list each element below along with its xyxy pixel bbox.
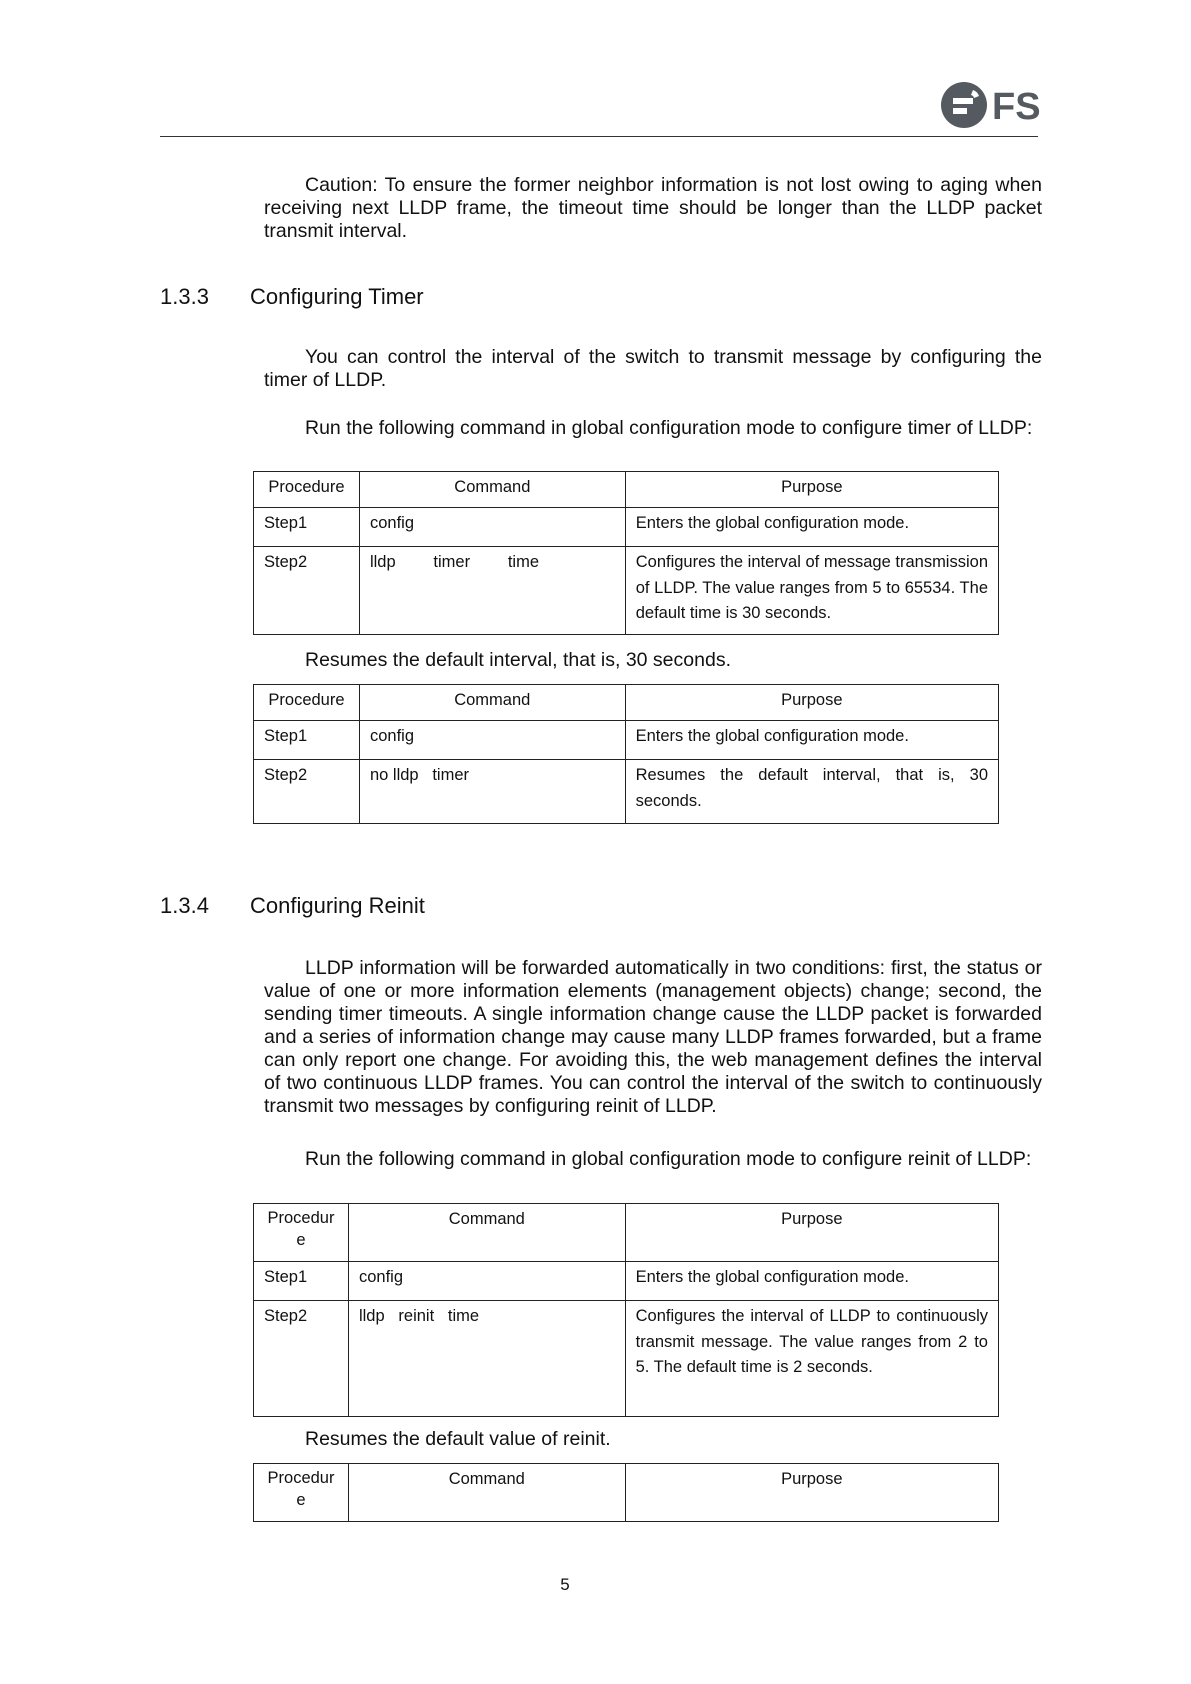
- cell-purpose: Enters the global configuration mode.: [625, 508, 998, 547]
- section-title: Configuring Timer: [250, 284, 424, 309]
- table-row: [254, 1262, 999, 1301]
- table-header-row: [254, 1464, 999, 1522]
- header-command: Command: [359, 472, 625, 508]
- table-row: [254, 508, 999, 547]
- table-header-row: [254, 472, 999, 508]
- table-row: [254, 760, 999, 824]
- table-header-row: [254, 1204, 999, 1262]
- page-number: 5: [560, 1575, 570, 1594]
- cell-purpose: Resumes the default interval, that is, 30 seconds.: [625, 760, 998, 824]
- cell-purpose: Enters the global configuration mode.: [625, 1262, 998, 1301]
- cell-procedure: Step1: [254, 508, 360, 547]
- timer-command-table: [253, 471, 999, 635]
- cell-command: lldp reinit time: [348, 1301, 625, 1417]
- header-purpose: Purpose: [625, 1464, 998, 1522]
- section-heading-1-3-4: [160, 893, 425, 919]
- timer-resume-text: Resumes the default interval, that is, 30 seconds.: [305, 649, 731, 671]
- table-row: [254, 1301, 999, 1417]
- cell-command: lldp timer time: [359, 547, 625, 635]
- header-procedure: Procedur e: [254, 1464, 349, 1522]
- section-number: 1.3.3: [160, 284, 209, 309]
- reinit-resume-table: [253, 1463, 999, 1522]
- header-procedure: Procedur e: [254, 1204, 349, 1262]
- cell-command: config: [348, 1262, 625, 1301]
- cell-purpose: Configures the interval of message transmission of LLDP. The value ranges from 5 to 65534. The default time is 30 seconds.: [625, 547, 998, 635]
- table-row: [254, 547, 999, 635]
- cell-command: config: [359, 721, 625, 760]
- cell-command: no lldp timer: [359, 760, 625, 824]
- cell-command: config: [359, 508, 625, 547]
- cell-purpose: Configures the interval of LLDP to continuously transmit message. The value ranges from 2 to 5. The default time is 2 seconds.: [625, 1301, 998, 1417]
- cell-procedure: Step2: [254, 760, 360, 824]
- reinit-command-table: [253, 1203, 999, 1417]
- reinit-lead-paragraph: Run the following command in global configuration mode to configure reinit of LLDP:: [305, 1148, 1032, 1170]
- section-title: Configuring Reinit: [250, 893, 425, 918]
- section-number: 1.3.4: [160, 893, 209, 918]
- fs-logo-text: FS: [992, 86, 1041, 128]
- reinit-intro-paragraph: LLDP information will be forwarded automatically in two conditions: first, the status or value of one or more information elements (management objects) change; second, the sending timer timeouts. A single information change cause the LLDP packet is forwarded and a series of information change may cause many LLDP frames forwarded, but a frame can only report one change. For avoiding this, the web management defines the interval of two continuous LLDP frames. You can control the interval of the switch to continuously transmit two messages by configuring reinit of LLDP.: [264, 957, 1042, 1117]
- table-header-row: [254, 685, 999, 721]
- header-purpose: Purpose: [625, 472, 998, 508]
- caution-paragraph: Caution: To ensure the former neighbor information is not lost owing to aging when receiving next LLDP frame, the timeout time should be longer than the LLDP packet transmit interval.: [264, 174, 1042, 242]
- fs-logo-icon: [940, 78, 1050, 132]
- header-command: Command: [359, 685, 625, 721]
- cell-procedure: Step2: [254, 547, 360, 635]
- cell-procedure: Step1: [254, 721, 360, 760]
- timer-resume-table: [253, 684, 999, 824]
- header-procedure: Procedure: [254, 685, 360, 721]
- timer-lead-paragraph: Run the following command in global configuration mode to configure timer of LLDP:: [305, 417, 1033, 439]
- timer-intro-paragraph: You can control the interval of the switch to transmit message by configuring the timer of LLDP.: [264, 346, 1042, 391]
- cell-procedure: Step2: [254, 1301, 349, 1417]
- header-purpose: Purpose: [625, 685, 998, 721]
- header-command: Command: [348, 1464, 625, 1522]
- reinit-resume-text: Resumes the default value of reinit.: [305, 1428, 611, 1450]
- table-row: [254, 721, 999, 760]
- header-purpose: Purpose: [625, 1204, 998, 1262]
- header-command: Command: [348, 1204, 625, 1262]
- header-divider: [160, 136, 1038, 137]
- header-procedure: Procedure: [254, 472, 360, 508]
- section-heading-1-3-3: [160, 284, 424, 310]
- cell-procedure: Step1: [254, 1262, 349, 1301]
- cell-purpose: Enters the global configuration mode.: [625, 721, 998, 760]
